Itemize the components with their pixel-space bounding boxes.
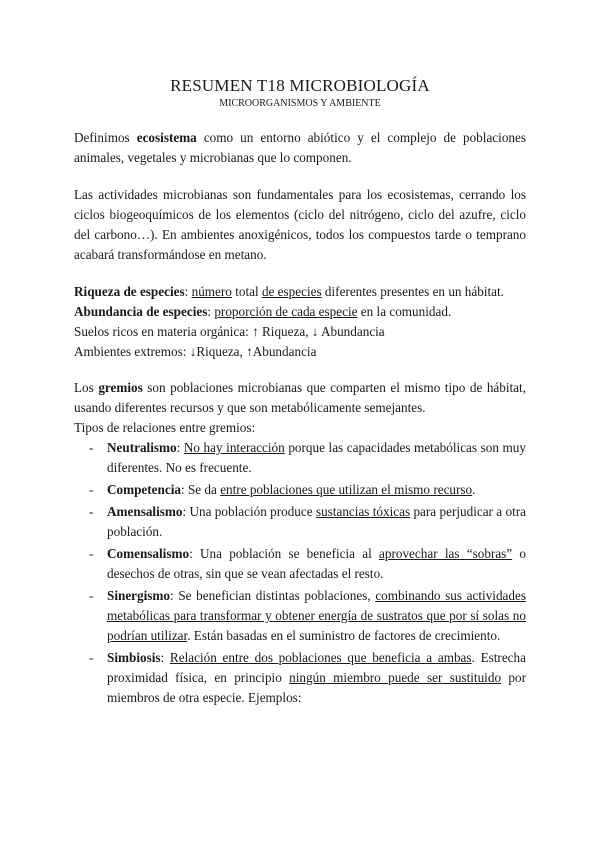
list-item-amensalismo: - Amensalismo: Una población produce sustancias tóxicas para perjudicar a otra población.: [89, 504, 526, 539]
term-ecosistema: ecosistema: [136, 130, 197, 145]
line-extremos: Ambientes extremos: ↓Riqueza, ↑Abundancia: [74, 344, 317, 359]
term-gremios: gremios: [98, 380, 143, 395]
term-abundancia: Abundancia de especies: [74, 304, 208, 319]
document-body: [74, 128, 526, 708]
line-tipos: Tipos de relaciones entre gremios:: [74, 420, 256, 435]
paragraph-gremios: Los gremios son poblaciones microbianas que comparten el mismo tipo de hábitat, usando diferentes recursos y que son metabólicamente semejantes.: [74, 380, 526, 415]
list-item-neutralismo: - Neutralismo: No hay interacción porque las capacidades metabólicas son muy diferentes. No es frecuente.: [89, 440, 526, 475]
list-item-competencia: - Competencia: Se da entre poblaciones que utilizan el mismo recurso.: [74, 480, 526, 500]
line-suelos: Suelos ricos en materia orgánica: ↑ Riqueza, ↓ Abundancia: [74, 324, 385, 339]
paragraph-actividades: Las actividades microbianas son fundamentales para los ecosistemas, cerrando los ciclos biogeoquímicos de los elementos (ciclo del nitrógeno, ciclo del azufre, ciclo del carbono…). En ambientes anoxigénicos, todos los compuestos tarde o temprano acabará transformándose en metano.: [74, 187, 526, 262]
document-subtitle: MICROORGANISMOS Y AMBIENTE: [219, 98, 381, 109]
definition-riqueza: Riqueza de especies: número total de especies diferentes presentes en un hábitat.: [74, 284, 504, 299]
list-dash: -: [89, 588, 94, 603]
term-riqueza: Riqueza de especies: [74, 284, 185, 299]
document-title: RESUMEN T18 MICROBIOLOGÍA: [170, 76, 430, 95]
list-item-simbiosis: - Simbiosis: Relación entre dos poblaciones que beneficia a ambas. Estrecha proximidad física, en principio ningún miembro puede ser sustituido por miembros de otra especie. Ejemplos:: [89, 650, 526, 705]
list-dash: -: [89, 650, 94, 665]
list-dash: -: [89, 440, 94, 455]
list-dash: -: [89, 482, 94, 497]
paragraph-ecosistema: Definimos ecosistema como un entorno abiótico y el complejo de poblaciones animales, vegetales y microbianas que lo componen.: [74, 130, 526, 165]
list-item-comensalismo: - Comensalismo: Una población se beneficia al aprovechar las “sobras” o desechos de otras, sin que se vean afectadas el resto.: [89, 546, 526, 581]
list-item-sinergismo: - Sinergismo: Se benefician distintas poblaciones, combinando sus actividades metabólicas para transformar y obtener energía de sustratos que por sí solas no podrían utilizar. Están basadas en el suministro de factores de crecimiento.: [89, 588, 526, 643]
relation-types-list: [74, 438, 526, 708]
list-dash: -: [89, 546, 94, 561]
list-dash: -: [89, 504, 94, 519]
definition-abundancia: Abundancia de especies: proporción de cada especie en la comunidad.: [74, 304, 452, 319]
